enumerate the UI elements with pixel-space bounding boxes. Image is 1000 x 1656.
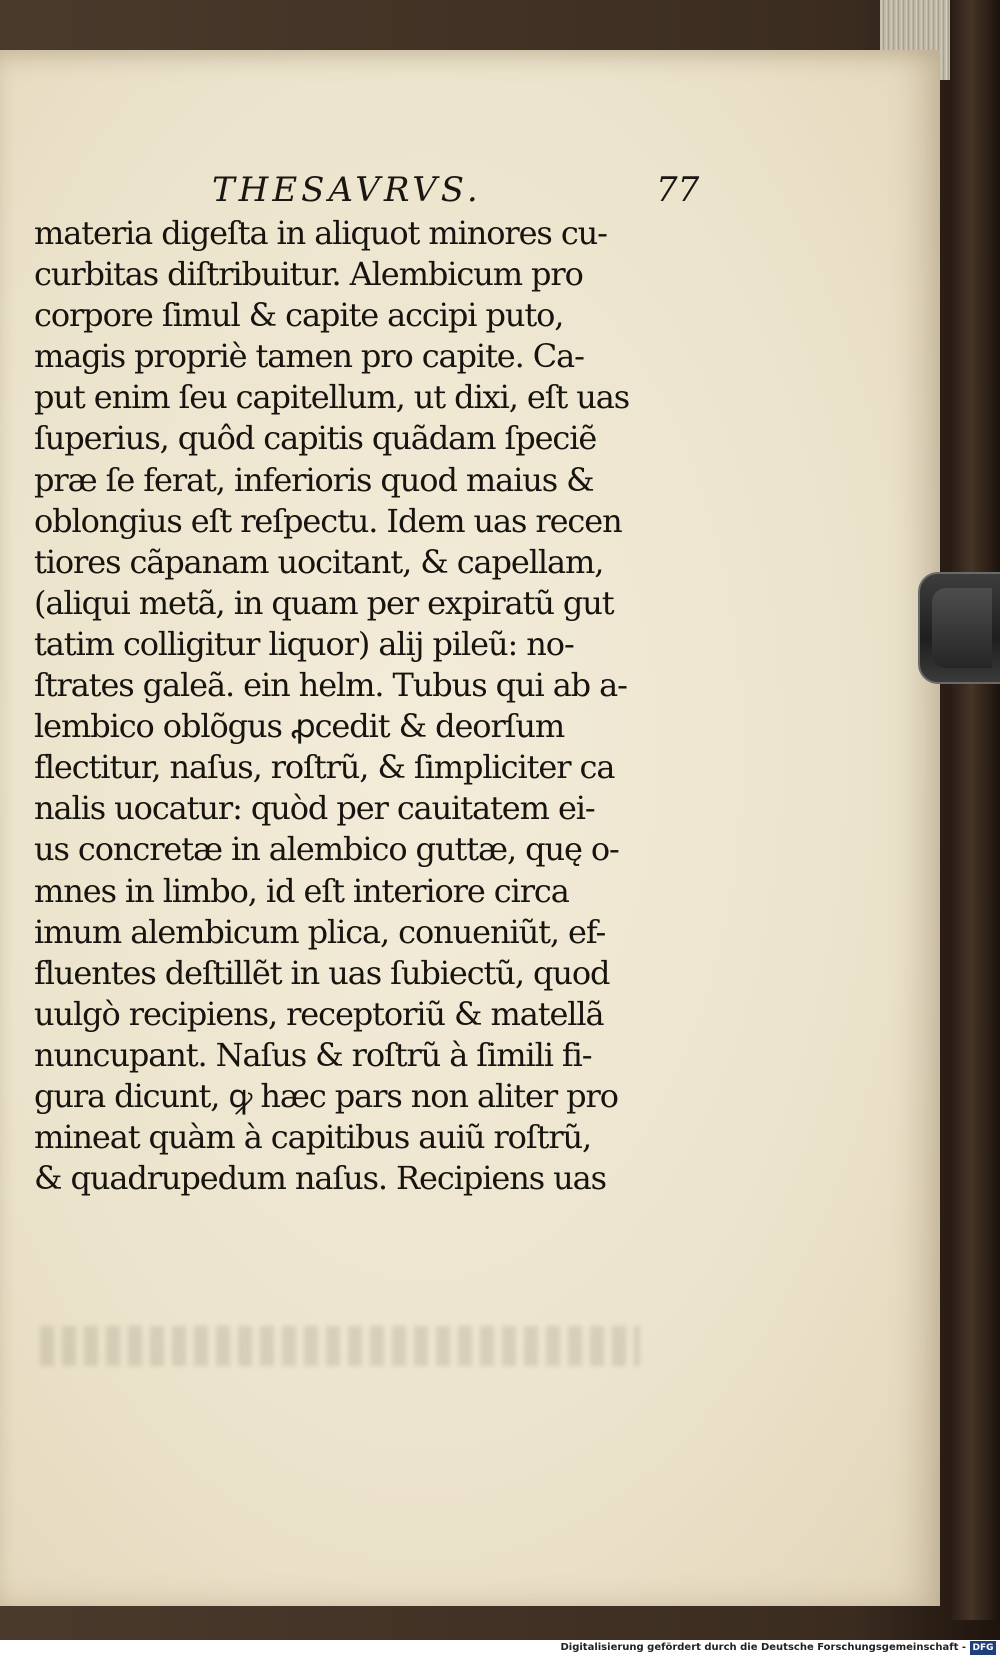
text-line: nalis uocatur: quòd per cauitatem ei-	[34, 789, 595, 828]
book-cover-edge	[952, 0, 1000, 1620]
text-line: curbitas diſtribuitur. Alembicum pro	[34, 255, 583, 294]
book-clasp	[918, 572, 1000, 684]
text-line: oblongius eſt reſpectu. Idem uas recen	[34, 501, 622, 540]
text-line: lembico oblõgus ꝓcedit & deorſum	[34, 707, 565, 746]
text-line: tatim colligitur liquor) alij pileũ: no-	[34, 624, 574, 663]
text-line: tiores cãpanam uocitant, & capellam,	[34, 542, 604, 581]
body-text	[34, 213, 714, 1199]
digitization-credit: Digitalisierung gefördert durch die Deutsche Forschungsgemeinschaft -	[560, 1642, 966, 1653]
text-line: mnes in limbo, id eſt interiore circa	[34, 871, 569, 910]
text-line: magis propriè tamen pro capite. Ca-	[34, 337, 584, 376]
text-line: & quadrupedum naſus. Recipiens uas	[34, 1159, 606, 1198]
running-head: THESAVRVS.	[212, 170, 482, 210]
text-line: gura dicunt, ꝙ hæc pars non aliter pro	[34, 1076, 618, 1115]
text-line: flectitur, naſus, roſtrũ, & ſimpliciter ca	[34, 748, 615, 787]
page-number: 77	[656, 170, 700, 210]
text-line: imum alembicum plica, conueniũt, ef-	[34, 912, 606, 951]
text-line: præ ſe ferat, inferioris quod maius &	[34, 460, 594, 499]
text-line: corpore ſimul & capite accipi puto,	[34, 296, 564, 335]
text-line: ſuperius, quôd capitis quãdam ſpeciẽ	[34, 419, 597, 458]
text-line: ſtrates galeã. ein helm. Tubus qui ab a-	[34, 666, 627, 705]
text-line: mineat quàm à capitibus auiũ roſtrũ,	[34, 1118, 592, 1157]
text-line: put enim ſeu capitellum, ut dixi, eſt uas	[34, 378, 630, 417]
bleed-through-text	[40, 1326, 640, 1366]
dfg-logo: DFG	[970, 1641, 996, 1655]
text-line: materia digeſta in aliquot minores cu-	[34, 214, 607, 252]
text-line: fluentes deſtillẽt in uas ſubiectũ, quod	[34, 953, 610, 992]
text-line: nuncupant. Naſus & roſtrũ à ſimili fi-	[34, 1035, 592, 1074]
text-line: us concretæ in alembico guttæ, quę o-	[34, 830, 619, 869]
clasp-plate	[932, 588, 992, 668]
text-line: uulgò recipiens, receptoriũ & matellã	[34, 994, 604, 1033]
text-line: (aliqui metã, in quam per expiratũ gut	[34, 583, 614, 622]
